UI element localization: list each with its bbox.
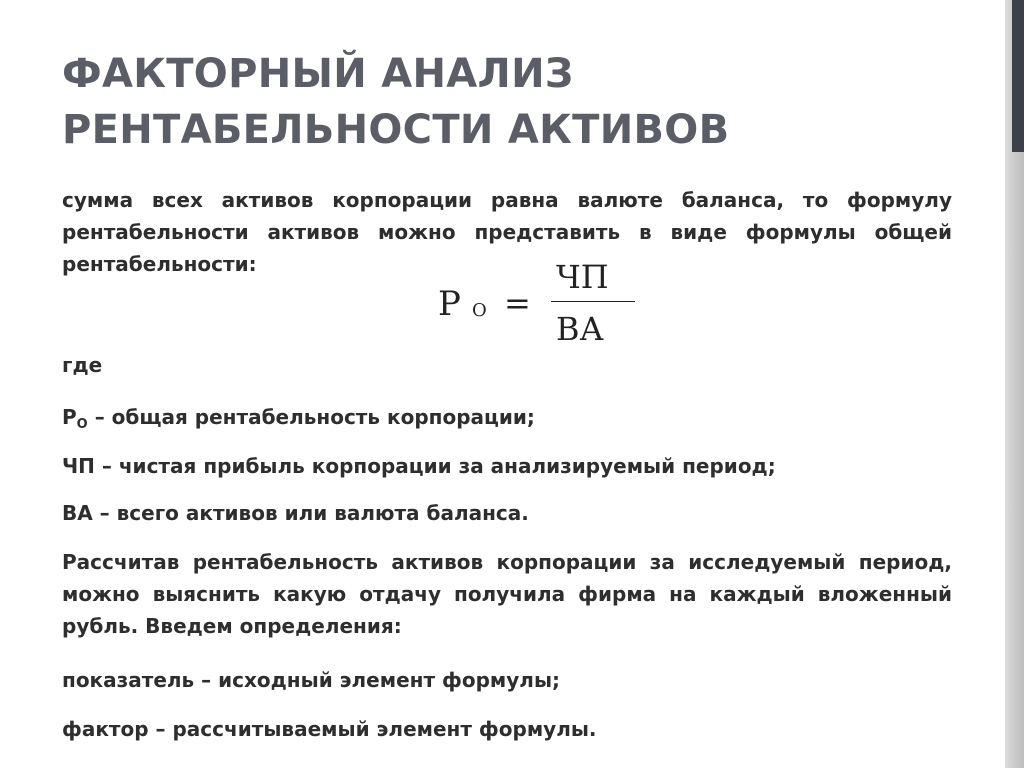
indicator-definition: показатель – исходный элемент формулы; bbox=[62, 668, 561, 692]
formula-lhs-subscript: О bbox=[472, 300, 487, 321]
definition-po-subscript: О bbox=[76, 417, 88, 432]
formula-fraction-bar bbox=[551, 301, 635, 302]
definition-po-text: – общая рентабельность корпорации; bbox=[87, 405, 535, 429]
side-accent-bar bbox=[1012, 0, 1024, 152]
formula-lhs: Р bbox=[438, 284, 461, 324]
intro-paragraph: сумма всех активов корпорации равна валюте баланса, то формулу рентабельности активов можно представить в виде формулы общей рентабельности: bbox=[62, 188, 952, 276]
calc-paragraph: Рассчитав рентабельность активов корпорации за исследуемый период, можно выяснить какую отдачу получила фирма на каждый вложенный рубль. Введем определения: bbox=[62, 550, 952, 638]
definition-va: ВА – всего активов или валюта баланса. bbox=[62, 501, 529, 525]
formula-denominator: ВА bbox=[556, 310, 604, 348]
definition-chp: ЧП – чистая прибыль корпорации за анализируемый период; bbox=[62, 454, 776, 478]
definition-po-symbol: Р bbox=[62, 405, 77, 429]
where-label: где bbox=[62, 353, 103, 377]
slide-title: ФАКТОРНЫЙ АНАЛИЗ РЕНТАБЕЛЬНОСТИ АКТИВОВ bbox=[62, 51, 730, 153]
definition-po bbox=[62, 402, 535, 440]
profitability-formula bbox=[438, 258, 638, 350]
formula-numerator: ЧП bbox=[556, 258, 609, 296]
formula-equals: = bbox=[504, 284, 531, 322]
factor-definition: фактор – рассчитываемый элемент формулы. bbox=[62, 717, 597, 741]
